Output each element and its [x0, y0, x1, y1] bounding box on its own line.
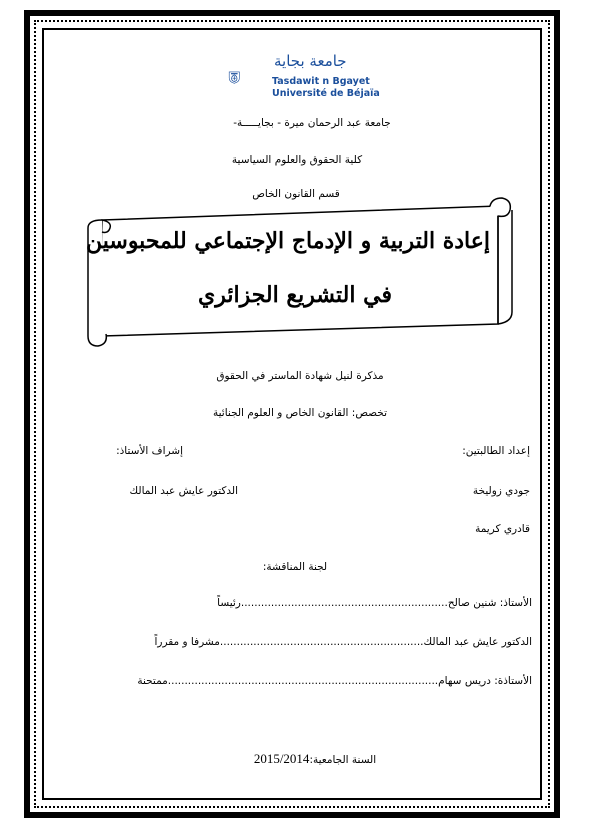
university-logo-icon: [228, 54, 270, 100]
committee-member-2: [154, 636, 532, 648]
committee-member-name: الدكتور عايش عبد المالك: [423, 636, 532, 648]
students-label: إعداد الطالبتين:: [462, 445, 530, 457]
committee-member-role: رئيساً: [217, 597, 241, 609]
thesis-title-line1: إعادة التربية و الإدماج الإجتماعي للمحبوسين: [86, 228, 490, 254]
logo-french-name-line2: Université de Béjaïa: [272, 88, 380, 99]
dot-leader: ..............................................................: [240, 597, 448, 609]
thesis-title-line2: في التشريع الجزائري: [198, 282, 392, 308]
committee-member-name: الأستاذة: دريس سهام: [438, 675, 532, 687]
supervisor-name: الدكتور عايش عبد المالك: [129, 485, 238, 497]
university-name: جامعة عبد الرحمان ميرة - بجايـــــة-: [233, 117, 391, 129]
logo-arabic-name: جامعة بجاية: [274, 52, 347, 70]
thesis-specialty: تخصص: القانون الخاص و العلوم الجنائية: [212, 407, 387, 419]
academic-year-value: 2015/2014: [253, 751, 310, 766]
supervisor-label: إشراف الأستاذ:: [116, 445, 183, 457]
student-name-1: جودي زوليخة: [472, 485, 530, 497]
committee-member-role: مشرفا و مقرراً: [154, 636, 220, 648]
department-name: قسم القانون الخاص: [252, 188, 340, 200]
committee-member-name: الأستاذ: شنين صالح: [447, 597, 532, 609]
logo-french-name-line1: Tasdawit n Bgayet: [272, 76, 370, 87]
dot-leader: .............................................................: [219, 636, 424, 648]
committee-member-role: ممتحنة: [137, 675, 168, 687]
title-scroll-banner: [80, 196, 520, 348]
academic-year-label: السنة الجامعية:: [309, 754, 377, 766]
dot-leader: .................................................................................: [167, 675, 439, 687]
committee-member-3: [137, 675, 532, 687]
faculty-name: كلية الحقوق والعلوم السياسية: [231, 154, 363, 166]
student-name-2: قادري كريمة: [475, 523, 530, 535]
committee-member-1: [217, 597, 532, 609]
thesis-purpose: مذكرة لنيل شهادة الماستر في الحقوق: [216, 370, 384, 382]
academic-year: [230, 748, 400, 767]
committee-label: لجنة المناقشة:: [262, 561, 328, 573]
